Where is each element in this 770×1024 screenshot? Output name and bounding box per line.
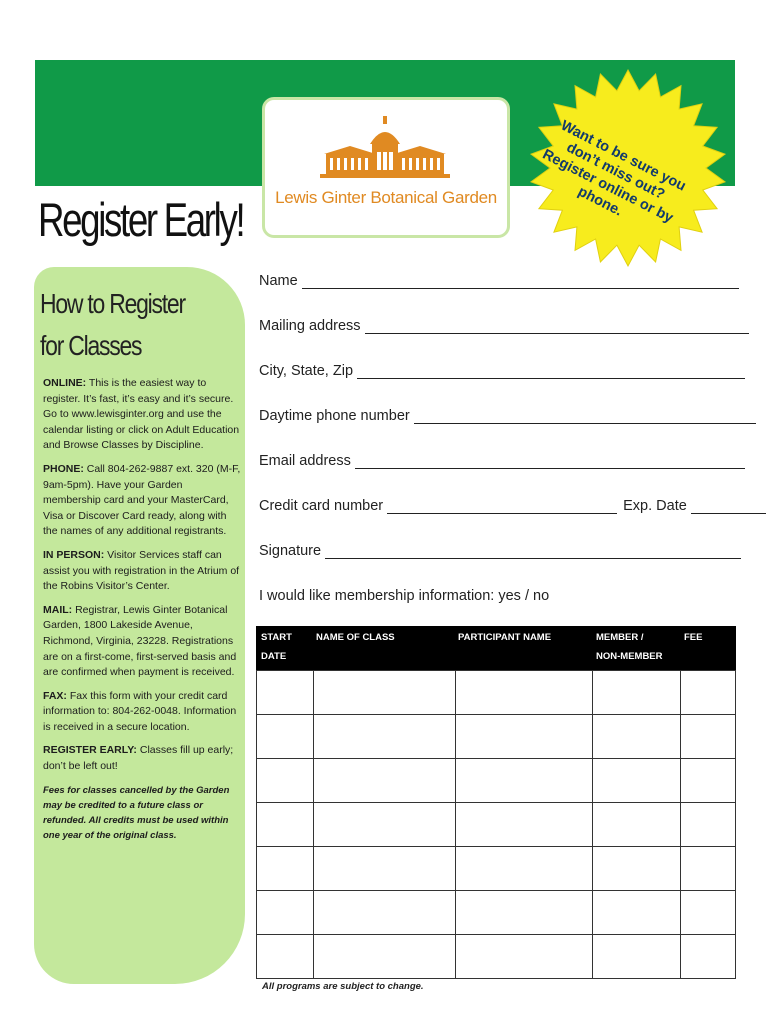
register-early-instructions: REGISTER EARLY: Classes fill up early; don’t be left out! xyxy=(43,744,234,773)
class-name-cell[interactable] xyxy=(313,715,455,759)
table-row xyxy=(257,847,736,891)
table-row xyxy=(257,891,736,935)
col-non-member: NON-MEMBER xyxy=(596,651,663,662)
class-name-cell[interactable] xyxy=(313,803,455,847)
name-field[interactable] xyxy=(259,273,739,289)
fee-cell[interactable] xyxy=(681,891,736,935)
member-cell[interactable] xyxy=(593,803,681,847)
member-cell[interactable] xyxy=(593,671,681,715)
table-body xyxy=(256,670,736,979)
participant-name-cell[interactable] xyxy=(455,891,593,935)
participant-name-cell[interactable] xyxy=(455,803,593,847)
credit-card-line[interactable] xyxy=(387,499,617,514)
mailing-address-label: Mailing address xyxy=(259,318,361,334)
city-state-zip-label: City, State, Zip xyxy=(259,363,354,379)
member-cell[interactable] xyxy=(593,935,681,979)
fax-instructions: FAX: Fax this form with your credit card information to: 804-262-0048. Information is received in a secure location. xyxy=(43,689,237,733)
credit-card-field[interactable] xyxy=(259,498,766,514)
city-state-zip-line[interactable] xyxy=(357,364,745,379)
in-person-instructions: IN PERSON: Visitor Services staff can assist you with registration in the Atrium of the Robins Visitor’s Center. xyxy=(43,548,240,593)
participant-name-cell[interactable] xyxy=(455,671,593,715)
col-date: DATE xyxy=(261,651,287,662)
col-participant-name: PARTICIPANT NAME xyxy=(458,632,552,643)
table-row xyxy=(257,759,736,803)
email-label: Email address xyxy=(259,453,351,469)
exp-date-label: Exp. Date xyxy=(623,498,687,514)
footer-note: All programs are subject to change. xyxy=(262,981,424,992)
panel-title: How to Register for Classes xyxy=(40,288,185,361)
fees-note: Fees for classes cancelled by the Garden may be credited to a future class or refunded. All credits must be used within one year of the original class. xyxy=(43,784,230,841)
garden-logo xyxy=(262,97,510,238)
participant-name-cell[interactable] xyxy=(455,759,593,803)
member-cell[interactable] xyxy=(593,847,681,891)
daytime-phone-line[interactable] xyxy=(414,409,756,424)
table-row xyxy=(257,803,736,847)
daytime-phone-label: Daytime phone number xyxy=(259,408,410,424)
mailing-address-line[interactable] xyxy=(365,319,749,334)
fee-cell[interactable] xyxy=(681,803,736,847)
conservatory-icon xyxy=(320,114,450,182)
page-title: Register Early! xyxy=(38,193,244,246)
membership-info-question[interactable] xyxy=(259,588,549,604)
start-date-cell[interactable] xyxy=(257,935,314,979)
table-row xyxy=(257,935,736,979)
fee-cell[interactable] xyxy=(681,847,736,891)
instructions-body xyxy=(43,376,243,851)
start-date-cell[interactable] xyxy=(257,891,314,935)
table-header xyxy=(256,626,736,670)
fee-cell[interactable] xyxy=(681,671,736,715)
member-cell[interactable] xyxy=(593,715,681,759)
online-instructions: ONLINE: This is the easiest way to register. It’s fast, it’s easy and it’s secure. Go to www.lewisginter.org and use the calendar listing or click on Adult Education and Browse Classes by Discipline. xyxy=(43,377,240,452)
member-cell[interactable] xyxy=(593,891,681,935)
city-state-zip-field[interactable] xyxy=(259,363,745,379)
membership-info-label: I would like membership information: yes / no xyxy=(259,588,550,604)
start-date-cell[interactable] xyxy=(257,847,314,891)
phone-instructions: PHONE: Call 804-262-9887 ext. 320 (M-F, 9am-5pm). Have your Garden membership card and your MasterCard, Visa or Discover Card ready, along with the names of any additional registrants. xyxy=(43,462,241,538)
start-date-cell[interactable] xyxy=(257,671,314,715)
credit-card-label: Credit card number xyxy=(259,498,384,514)
class-name-cell[interactable] xyxy=(313,935,455,979)
mailing-address-field[interactable] xyxy=(259,318,749,334)
participant-name-cell[interactable] xyxy=(455,847,593,891)
class-name-cell[interactable] xyxy=(313,847,455,891)
name-line[interactable] xyxy=(302,274,739,289)
table-row xyxy=(257,671,736,715)
exp-date-line[interactable] xyxy=(691,499,766,514)
class-name-cell[interactable] xyxy=(313,671,455,715)
email-line[interactable] xyxy=(355,454,745,469)
table-row xyxy=(257,715,736,759)
col-fee: FEE xyxy=(684,632,703,643)
fee-cell[interactable] xyxy=(681,715,736,759)
signature-field[interactable] xyxy=(259,543,741,559)
col-start: START xyxy=(261,632,292,643)
start-date-cell[interactable] xyxy=(257,715,314,759)
name-label: Name xyxy=(259,273,298,289)
class-name-cell[interactable] xyxy=(313,891,455,935)
fee-cell[interactable] xyxy=(681,935,736,979)
logo-text: Lewis Ginter Botanical Garden xyxy=(275,188,497,207)
class-name-cell[interactable] xyxy=(313,759,455,803)
starburst-text: Want to be sure you don’t miss out? Register online or by phone. xyxy=(539,117,689,227)
daytime-phone-field[interactable] xyxy=(259,408,756,424)
col-class-name: NAME OF CLASS xyxy=(316,632,395,643)
member-cell[interactable] xyxy=(593,759,681,803)
start-date-cell[interactable] xyxy=(257,803,314,847)
participant-name-cell[interactable] xyxy=(455,935,593,979)
start-date-cell[interactable] xyxy=(257,759,314,803)
email-field[interactable] xyxy=(259,453,745,469)
fee-cell[interactable] xyxy=(681,759,736,803)
signature-label: Signature xyxy=(259,543,322,559)
signature-line[interactable] xyxy=(325,544,741,559)
mail-instructions: MAIL: Registrar, Lewis Ginter Botanical Garden, 1800 Lakeside Avenue, Richmond, Virginia, 23228. Registrations are on a first-come, first-served basis and are confirmed when payment is received. xyxy=(43,603,237,679)
col-member: MEMBER / xyxy=(596,632,644,643)
participant-name-cell[interactable] xyxy=(455,715,593,759)
